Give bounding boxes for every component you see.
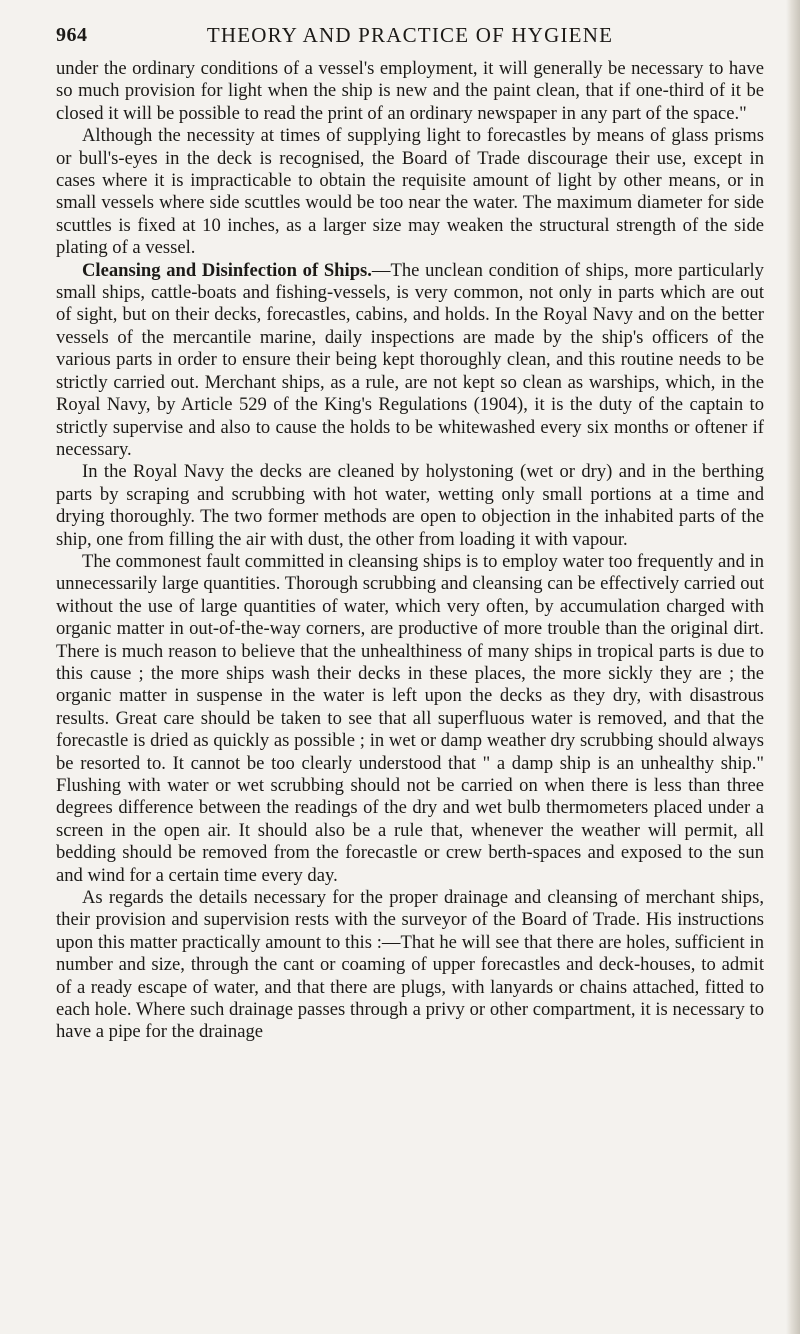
page-content xyxy=(56,20,764,1044)
section-heading: Cleansing and Disinfection of Ships. xyxy=(82,259,372,281)
paragraph-text: Although the necessity at times of supplying light to forecastles by means of glass prisms or bull's-eyes in the deck is recognised, the Board of Trade discourage their use, except in cases where it is impracticable to obtain the requisite amount of light by other means, or in small vessels where side scuttles would be too near the water. The maximum diameter for side scuttles is fixed at 10 inches, as a larger size may weaken the structural strength of the side plating of a vessel. xyxy=(56,125,764,259)
paragraph-text: The commonest fault committed in cleansing ships is to employ water too frequently and in unnecessarily large quantities. Thorough scrubbing and cleansing can be effectively carried out without the use of large quantities of water, which very often, by accumulation charged with organic matter in out-of-the-way corners, are productive of more trouble than the original dirt. There is much reason to believe that the unhealthiness of many ships in tropical parts is due to this cause ; the more ships wash their decks in these places, the more sickly they are ; the organic matter in suspense in the water is left upon the decks as they dry, with disastrous results. Great care should be taken to see that all superfluous water is removed, and that the forecastle is dried as quickly as possible ; in wet or damp weather dry scrubbing should always be resorted to. It cannot be too clearly understood that " a damp ship is an unhealthy ship." Flushing with water or wet scrubbing should not be carried on when there is less than three degrees difference between the readings of the dry and wet bulb thermometers placed under a screen in the open air. It should also be a rule that, whenever the weather will permit, all bedding should be removed from the forecastle or crew berth-spaces and exposed to the sun and wind for a certain time every day. xyxy=(56,550,764,886)
paragraph-text: As regards the details necessary for the proper drainage and cleansing of merchant ships, their provision and supervision rests with the surveyor of the Board of Trade. His instructions upon this matter practically amount to this :—That he will see that there are holes, sufficient in number and size, through the cant or coaming of upper forecastles and deck-houses, to admit of a ready escape of water, and that there are plugs, with lanyards or chains attached, fitted to each hole. Where such drainage passes through a privy or other compartment, it is necessary to have a pipe for the drainage xyxy=(56,887,764,1043)
paragraph-text: under the ordinary conditions of a vessel's employment, it will generally be necessary to have so much provision for light when the ship is new and the paint clean, that if one-third of it be closed it will be possible to read the print of an ordinary newspaper in any part of the space." xyxy=(56,58,764,124)
paragraph-text: In the Royal Navy the decks are cleaned by holystoning (wet or dry) and in the berthing parts by scraping and scrubbing with hot water, wetting only small portions at a time and drying thoroughly. The two former methods are open to objection in the inhabited parts of the ship, one from filling the air with dust, the other from loading it with vapour. xyxy=(56,461,764,550)
paragraph-1 xyxy=(56,58,764,125)
paragraph-3 xyxy=(56,260,764,462)
paragraph-6 xyxy=(56,887,764,1044)
paragraph-5 xyxy=(56,551,764,887)
page-edge-shadow xyxy=(786,0,800,1334)
paragraph-text: —The unclean condition of ships, more particularly small ships, cattle-boats and fishing-vessels, is very common, not only in parts which are out of sight, but on their decks, forecastles, cabins, and holds. In the Royal Navy and on the better vessels of the mercantile marine, daily inspections are made by the ship's officers of the various parts in order to ensure their being kept thoroughly clean, and this routine needs to be strictly carried out. Merchant ships, as a rule, are not kept so clean as warships, which, in the Royal Navy, by Article 529 of the King's Regulations (1904), it is the duty of the captain to strictly supervise and also to cause the holds to be whitewashed every six months or oftener if necessary. xyxy=(56,259,764,460)
running-head: THEORY AND PRACTICE OF HYGIENE xyxy=(206,23,614,47)
page-header xyxy=(56,20,764,50)
paragraph-4 xyxy=(56,461,764,551)
page-number: 964 xyxy=(56,24,88,46)
paragraph-2 xyxy=(56,125,764,259)
